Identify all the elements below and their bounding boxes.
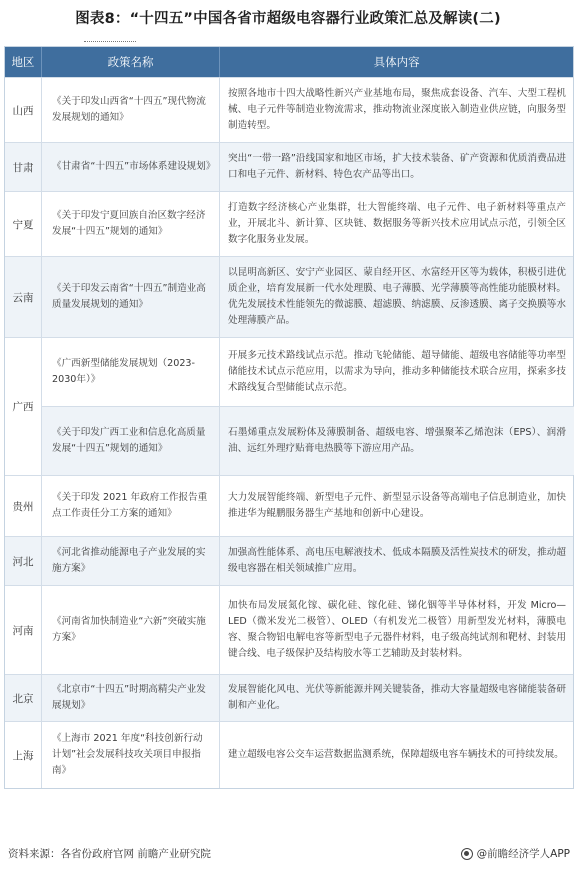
table-row (5, 77, 573, 142)
title-underline (84, 41, 136, 42)
content-cell: 加强高性能体系、高电压电解液技术、低成本隔膜及活性炭技术的研发，推动超级电容器在相关领域推广应用。 (228, 547, 566, 574)
qianzhan-logo-icon (461, 848, 473, 860)
content-cell: 建立超级电容公交车运营数据监测系统，保障超级电容车辆技术的可持续发展。 (228, 749, 564, 760)
policy-cell: 《关于印发山西省“十四五”现代物流发展规划的通知》 (42, 78, 220, 142)
region-cell: 山西 (5, 78, 42, 142)
content-cell: 加快布局发展氮化镓、碳化硅、镓化硅、锑化铟等半导体材料，开发 Micro—LED（微米发光二极管）、OLED（有机发光二极管）用新型发光材料，薄膜电容、聚合物铝电解电容等新型电子元器件材料，电子级高纯试剂和靶材、封装用键合线、电子级保护及结构胶水等工艺辅助及封装材料。 (228, 600, 566, 659)
source-note: 资料来源：各省份政府官网 前瞻产业研究院 (8, 848, 211, 860)
table-row (5, 256, 573, 337)
region-cell: 广西 (5, 338, 42, 475)
region-cell: 北京 (5, 675, 42, 721)
table-row (5, 585, 573, 674)
footer (0, 846, 576, 866)
content-cell: 打造数字经济核心产业集群，壮大智能终端、电子元件、电子新材料等重点产业，开展北斗、新计算、区块链、数据服务等新兴技术应用试点示范，引领全区数字化服务业发展。 (228, 202, 566, 245)
brand-label: @前瞻经济学人APP (476, 848, 570, 860)
region-cell: 云南 (5, 257, 42, 337)
policy-cell: 《上海市 2021 年度“科技创新行动计划”社会发展科技攻关项目申报指南》 (42, 722, 220, 788)
policy-table (4, 46, 574, 789)
header-region: 地区 (5, 47, 42, 77)
policy-cell: 《关于印发广西工业和信息化高质量发展“十四五”规划的通知》 (42, 407, 220, 475)
policy-cell: 《河北省推动能源电子产业发展的实施方案》 (42, 537, 220, 585)
content-cell: 以昆明高新区、安宁产业园区、蒙自经开区、水富经开区等为载体，积极引进优质企业，培育发展新一代水处理膜、电子薄膜、光学薄膜等高性能功能膜材料。优先发展技术性能领先的微滤膜、超滤膜、纳滤膜、反渗透膜、离子交换膜等水处理薄膜产品。 (228, 267, 566, 326)
table-row (5, 721, 573, 788)
table-row (5, 536, 573, 585)
header-content: 具体内容 (373, 55, 420, 69)
policy-cell: 《甘肃省“十四五”市场体系建设规划》 (42, 143, 220, 191)
policy-cell: 《河南省加快制造业“六新”突破实施方案》 (42, 586, 220, 674)
region-cell: 河北 (5, 537, 42, 585)
content-cell: 按照各地市十四大战略性新兴产业基地布局，聚焦成套设备、汽车、大型工程机械、电子元件等制造业物流需求，推动物流业深度嵌入制造业供应链，向服务型制造转型。 (228, 88, 566, 131)
policy-cell: 《关于印发 2021 年政府工作报告重点工作责任分工方案的通知》 (42, 476, 220, 536)
table-row (5, 475, 573, 536)
page-title: 图表8：“十四五”中国各省市超级电容器行业政策汇总及解读(二) (75, 11, 501, 27)
region-cell: 宁夏 (5, 192, 42, 256)
region-cell: 甘肃 (5, 143, 42, 191)
region-cell: 河南 (5, 586, 42, 674)
brand (461, 846, 570, 861)
table-row (5, 142, 573, 191)
table-row (5, 337, 573, 475)
content-cell: 突出“一带一路”沿线国家和地区市场，扩大技术装备、矿产资源和优质消费品进口和电子元件、新材料、特色农产品等出口。 (228, 153, 566, 180)
region-cell: 上海 (5, 722, 42, 788)
policy-cell: 《关于印发云南省“十四五”制造业高质量发展规划的通知》 (42, 257, 220, 337)
content-cell: 石墨烯重点发展粉体及薄膜制备、超级电容、增强聚苯乙烯泡沫（EPS）、润滑油、远红外理疗贴膏电热膜等下游应用产品。 (228, 427, 566, 454)
table-row (5, 674, 573, 721)
table-row (5, 191, 573, 256)
region-cell: 贵州 (5, 476, 42, 536)
policy-cell: 《关于印发宁夏回族自治区数字经济发展“十四五”规划的通知》 (42, 192, 220, 256)
header-policy: 政策名称 (42, 47, 220, 77)
content-cell: 开展多元技术路线试点示范。推动飞轮储能、超导储能、超级电容储能等功率型储能技术试点示范应用，以需求为导向，推动多种储能技术联合应用，探索多技术路线复合型储能试点示范。 (228, 350, 566, 393)
content-cell: 大力发展智能终端、新型电子元件、新型显示设备等高端电子信息制造业，加快推进华为鲲鹏服务器生产基地和创新中心建设。 (228, 492, 566, 519)
table-header (5, 47, 573, 77)
content-cell: 发展智能化风电、光伏等新能源并网关键装备，推动大容量超级电容储能装备研制和产业化。 (228, 684, 566, 711)
policy-cell: 《广西新型储能发展规划（2023-2030年）》 (42, 338, 220, 406)
policy-cell: 《北京市“十四五”时期高精尖产业发展规划》 (42, 675, 220, 721)
